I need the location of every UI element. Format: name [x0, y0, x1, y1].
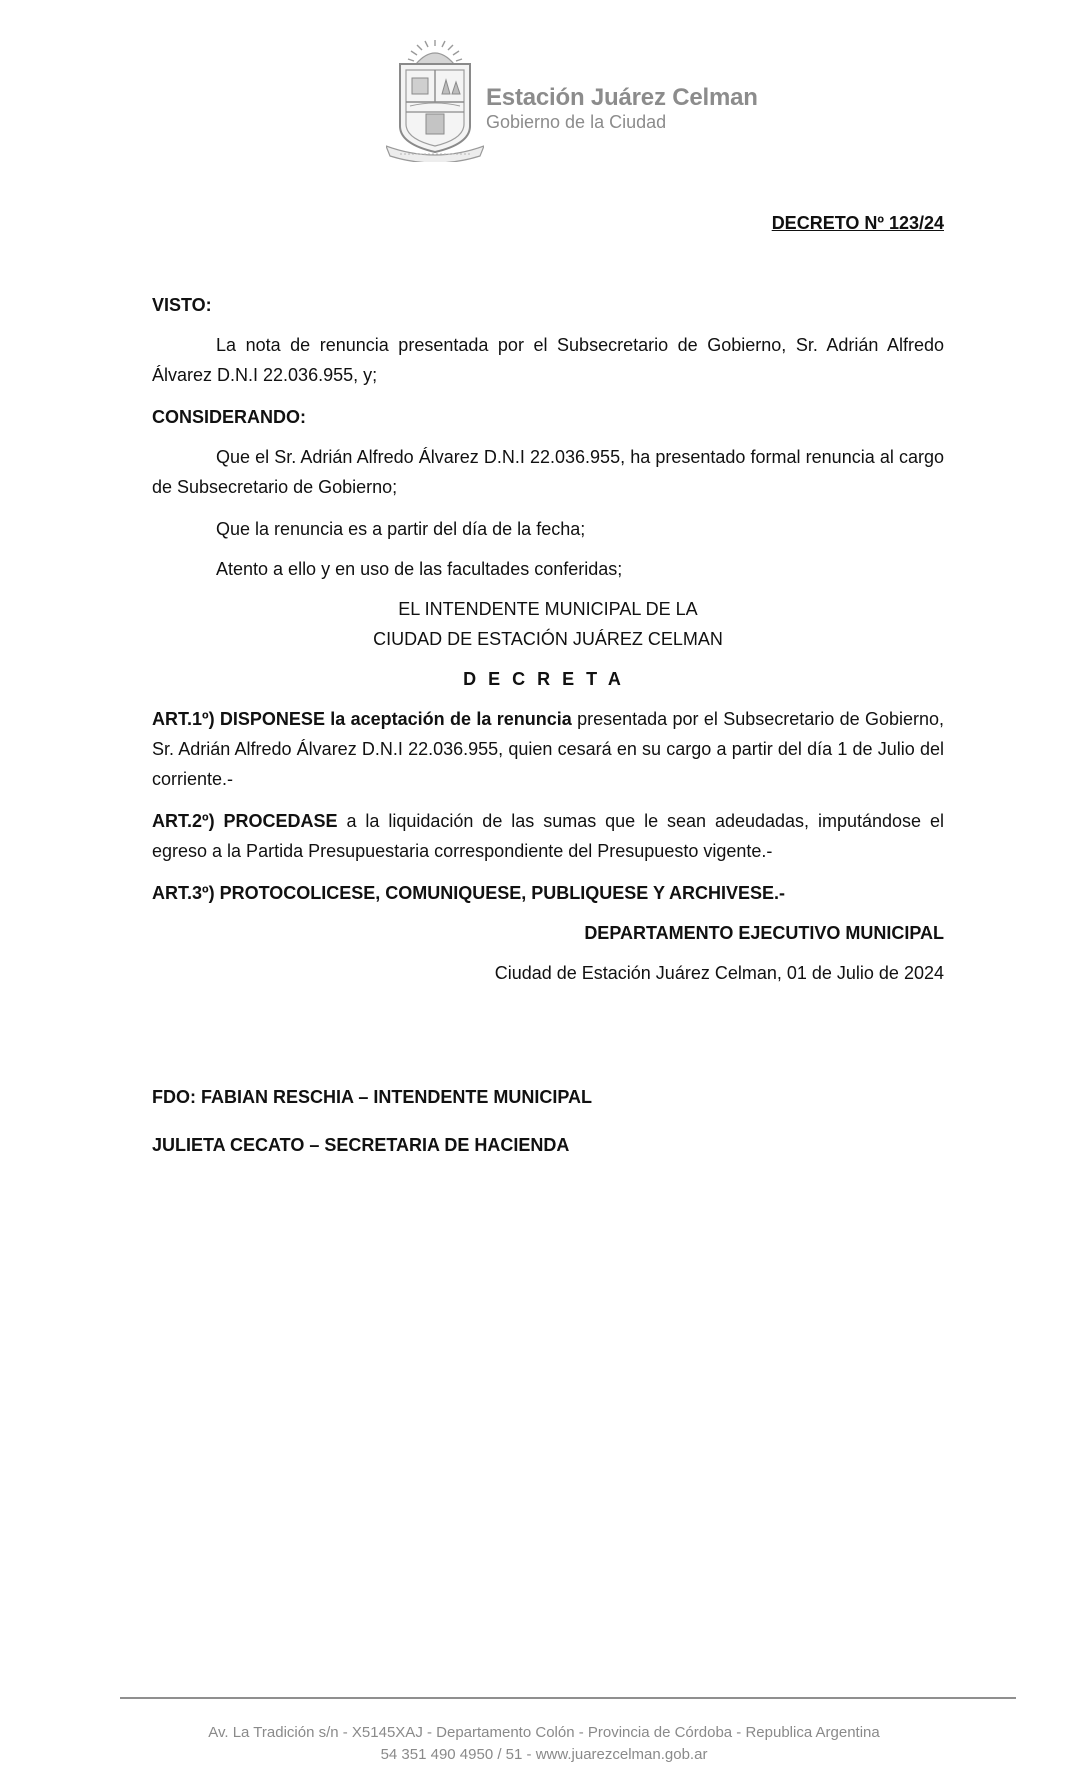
considerando-paragraph-1: Que el Sr. Adrián Alfredo Álvarez D.N.I 22.036.955, ha presentado formal renuncia al cargo de Subsecretario de Gobierno;	[152, 447, 944, 497]
visto-heading: VISTO:	[152, 295, 212, 315]
article-1-prefix: ART.1º) DISPONESE la aceptación de la renuncia	[152, 709, 572, 729]
footer-address: Av. La Tradición s/n - X5145XAJ - Departamento Colón - Provincia de Córdoba - Republica Argentina	[208, 1724, 880, 1741]
place-and-date: Ciudad de Estación Juárez Celman, 01 de Julio de 2024	[494, 963, 944, 983]
visto-paragraph: La nota de renuncia presentada por el Subsecretario de Gobierno, Sr. Adrián Alfredo Álvarez D.N.I 22.036.955, y;	[152, 335, 944, 385]
considerando-paragraph-2: Que la renuncia es a partir del día de la fecha;	[216, 519, 586, 539]
article-1	[152, 704, 944, 794]
decree-number: DECRETO Nº 123/24	[771, 213, 944, 233]
authority-line-2: CIUDAD DE ESTACIÓN JUÁREZ CELMAN	[373, 629, 723, 649]
city-name: Estación Juárez Celman	[486, 84, 758, 111]
footer-contact: 54 351 490 4950 / 51 - www.juarezcelman.gob.ar	[380, 1746, 708, 1763]
article-1-text: presentada por el Subsecretario de Gobierno, Sr. Adrián Alfredo Álvarez D.N.I 22.036.955, quien cesará en su cargo a partir del día 1 de Julio del corriente.-	[152, 709, 944, 789]
article-3-prefix: ART.3º) PROTOCOLICESE, COMUNIQUESE, PUBLIQUESE Y ARCHIVESE.-	[152, 883, 786, 903]
article-2	[152, 806, 944, 866]
brand-block	[486, 84, 758, 132]
decreta-heading: DECRETA	[463, 669, 633, 689]
authority-line-1: EL INTENDENTE MUNICIPAL DE LA	[398, 599, 698, 619]
article-3	[152, 878, 944, 908]
city-crest-logo	[386, 40, 484, 162]
city-government: Gobierno de la Ciudad	[486, 112, 667, 132]
signature-treasury: JULIETA CECATO – SECRETARIA DE HACIENDA	[152, 1135, 570, 1155]
footer-divider	[120, 1697, 1016, 1699]
letterhead	[386, 40, 806, 170]
considerando-paragraph-3: Atento a ello y en uso de las facultades conferidas;	[216, 559, 623, 579]
signature-mayor: FDO: FABIAN RESCHIA – INTENDENTE MUNICIPAL	[152, 1087, 593, 1107]
considerando-heading: CONSIDERANDO:	[152, 407, 307, 427]
article-2-text: a la liquidación de las sumas que le sean adeudadas, imputándose el egreso a la Partida Presupuestaria correspondiente del Presupuesto vigente.-	[152, 811, 944, 861]
department-name: DEPARTAMENTO EJECUTIVO MUNICIPAL	[584, 923, 944, 943]
article-2-prefix: ART.2º) PROCEDASE	[152, 811, 338, 831]
